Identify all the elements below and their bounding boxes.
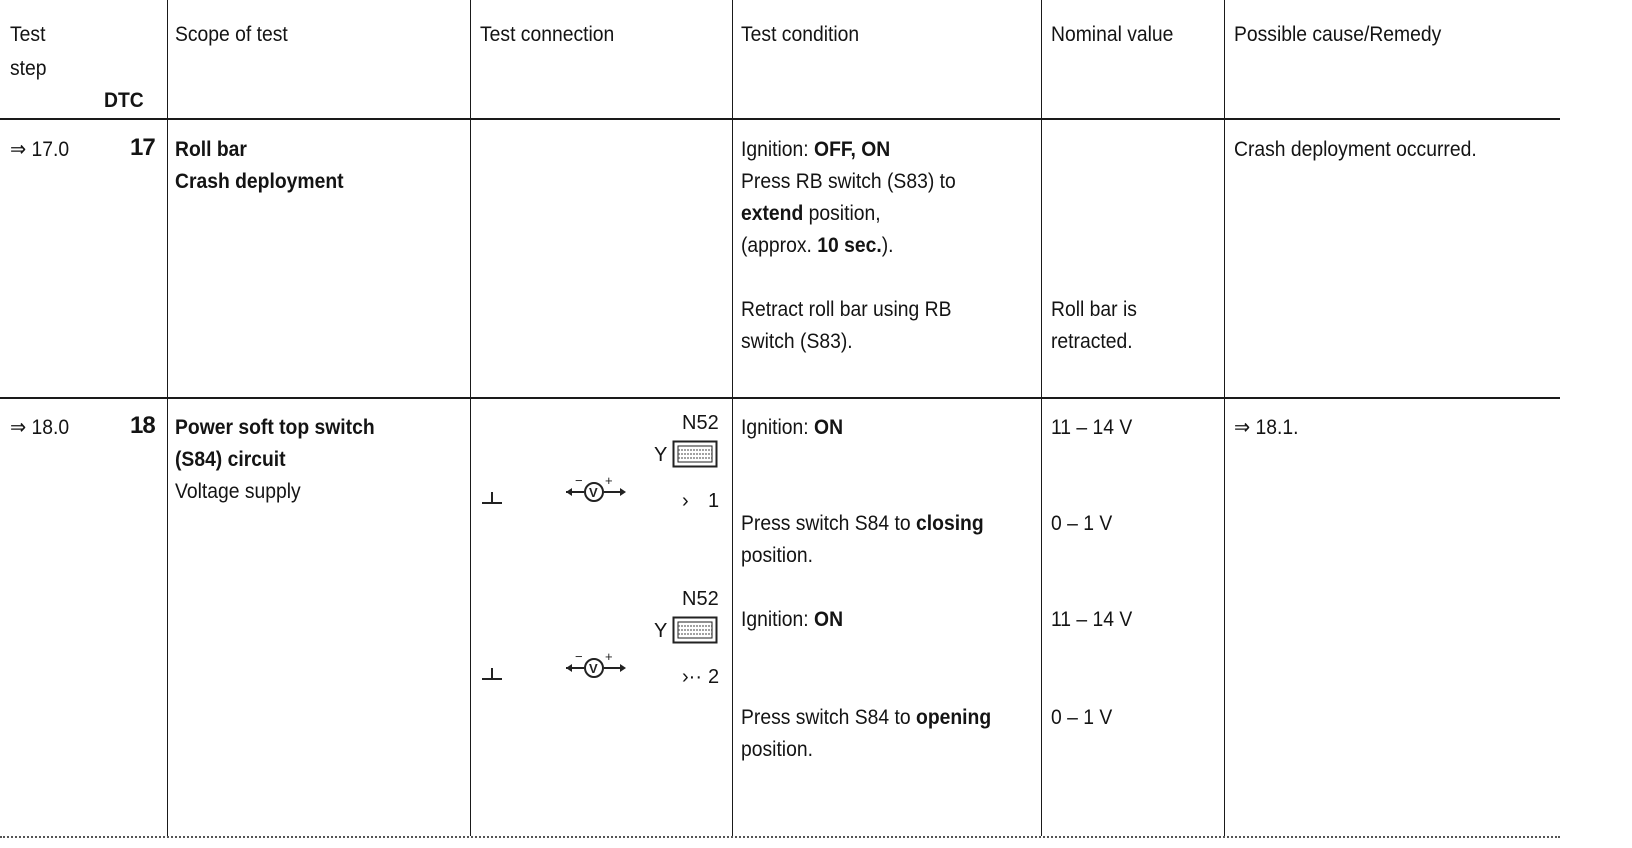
voltmeter-icon xyxy=(564,476,628,506)
condition-emphasis: opening xyxy=(916,706,992,729)
scope-title: Crash deployment xyxy=(175,170,344,193)
svg-text:−: − xyxy=(575,476,583,488)
condition-text: Ignition: xyxy=(741,608,815,631)
pin-number: 1 xyxy=(708,490,720,512)
header-test-step-line2: step xyxy=(10,57,47,80)
test-connection-diagram xyxy=(474,410,728,510)
connector-block-icon xyxy=(672,616,718,644)
ground-icon xyxy=(480,666,504,682)
nominal-value: retracted. xyxy=(1051,330,1133,353)
condition-emphasis: OFF, ON xyxy=(814,138,891,161)
condition-emphasis: ON xyxy=(814,608,844,631)
pin-socket: › xyxy=(682,490,689,512)
condition-line xyxy=(741,412,843,444)
nominal-value: 0 – 1 V xyxy=(1051,512,1113,535)
condition-line xyxy=(741,604,843,636)
nominal-value: 11 – 14 V xyxy=(1051,608,1133,631)
scope-title: Roll bar xyxy=(175,138,247,161)
condition-text: position, xyxy=(803,202,881,225)
segment-dtc-icon xyxy=(130,414,155,438)
header-test-step: Test xyxy=(10,23,46,46)
condition-emphasis: extend xyxy=(741,202,804,225)
condition-text: ). xyxy=(881,234,894,257)
condition-line xyxy=(741,508,984,540)
scope-title: Power soft top switch xyxy=(175,416,375,439)
svg-text:V: V xyxy=(589,485,598,500)
voltmeter-icon xyxy=(564,652,628,682)
nominal-value: 11 – 14 V xyxy=(1051,416,1133,439)
header-connection: Test connection xyxy=(480,23,615,46)
scope-title: (S84) circuit xyxy=(175,448,286,471)
condition-emphasis: ON xyxy=(814,416,844,439)
condition-line: position. xyxy=(741,738,813,761)
component-label: N52 xyxy=(682,588,719,610)
header-nominal: Nominal value xyxy=(1051,23,1174,46)
dtc-code: 17 xyxy=(130,134,155,161)
test-step: ⇒ 18.0 xyxy=(10,416,70,439)
pin-prefix: Y xyxy=(654,620,668,642)
header-dtc: DTC xyxy=(104,89,144,112)
svg-text:+: + xyxy=(605,652,613,664)
test-connection-diagram xyxy=(474,586,728,686)
condition-emphasis: closing xyxy=(916,512,984,535)
ground-icon xyxy=(480,490,504,506)
condition-line xyxy=(741,230,894,262)
nominal-value: 0 – 1 V xyxy=(1051,706,1113,729)
condition-line xyxy=(741,134,890,166)
condition-text: Press switch S84 to xyxy=(741,706,917,729)
possible-cause: Crash deployment occurred. xyxy=(1234,138,1477,161)
connector-block-icon xyxy=(672,440,718,468)
grid-line xyxy=(1041,0,1042,836)
header-divider xyxy=(0,118,1560,120)
header-scope: Scope of test xyxy=(175,23,288,46)
header-condition: Test condition xyxy=(741,23,860,46)
grid-line xyxy=(167,0,168,836)
svg-text:−: − xyxy=(575,652,583,664)
grid-line xyxy=(1224,0,1225,836)
pin-prefix: Y xyxy=(654,444,668,466)
dtc-code: 18 xyxy=(130,412,155,439)
svg-text:+: + xyxy=(605,476,613,488)
condition-text: Press switch S84 to xyxy=(741,512,917,535)
condition-line: position. xyxy=(741,544,813,567)
component-label: N52 xyxy=(682,412,719,434)
pin-socket: ›·· xyxy=(682,666,702,688)
condition-line: switch (S83). xyxy=(741,330,853,353)
condition-line: Retract roll bar using RB xyxy=(741,298,952,321)
row-divider xyxy=(0,397,1560,399)
test-step: ⇒ 17.0 xyxy=(10,138,70,161)
condition-text: Ignition: xyxy=(741,138,815,161)
condition-emphasis: 10 sec. xyxy=(817,234,882,257)
svg-text:V: V xyxy=(589,661,598,676)
segment-dtc-icon xyxy=(130,136,155,160)
nominal-value: Roll bar is xyxy=(1051,298,1137,321)
possible-cause: ⇒ 18.1. xyxy=(1234,416,1299,439)
condition-line xyxy=(741,198,881,230)
condition-line: Press RB switch (S83) to xyxy=(741,170,956,193)
condition-text: (approx. xyxy=(741,234,818,257)
header-cause: Possible cause/Remedy xyxy=(1234,23,1442,46)
bottom-dotted-rule xyxy=(0,836,1560,838)
condition-text: Ignition: xyxy=(741,416,815,439)
grid-line xyxy=(732,0,733,836)
pin-number: 2 xyxy=(708,666,720,688)
grid-line xyxy=(470,0,471,836)
scope-subtitle: Voltage supply xyxy=(175,480,301,503)
condition-line xyxy=(741,702,991,734)
